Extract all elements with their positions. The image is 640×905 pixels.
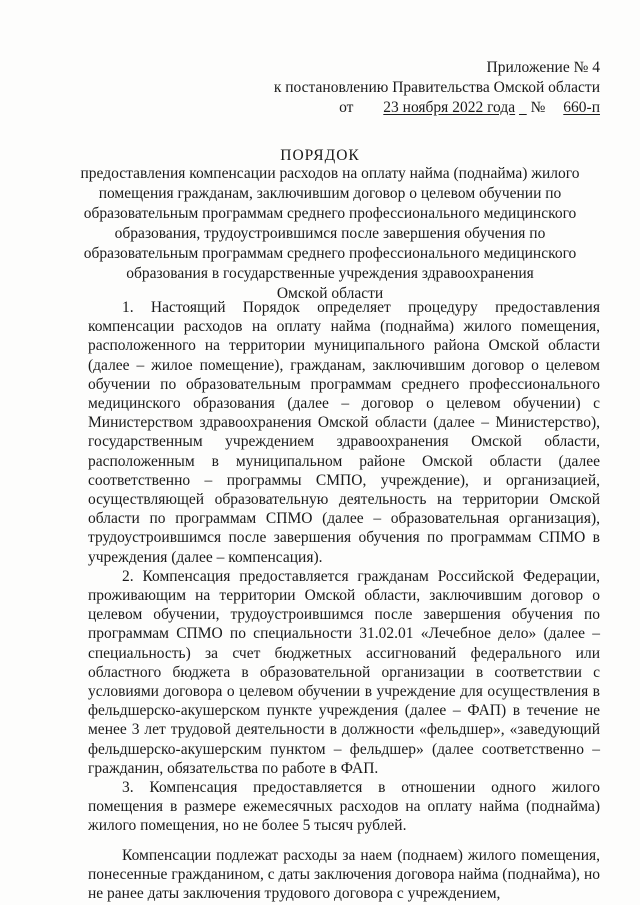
paragraph-3: 3. Компенсация предоставляется в отношении одного жилого помещения в размере ежемесячных расходов на оплату найма (поднайма) жилого помещения, но не более 5 тысяч рублей. [88,779,600,835]
subtitle-line: предоставления компенсации расходов на оплату найма (поднайма) жилого [80,165,580,182]
resolution-number: 660-п [563,99,600,116]
document-subtitle [80,164,580,304]
document-body [88,298,600,903]
appendix-number: Приложение № 4 [486,59,600,76]
document-title: ПОРЯДОК [280,147,360,164]
number-prefix: № [530,99,546,116]
subtitle-line: образовательным программам среднего профессионального медицинского [83,245,577,262]
resolution-reference: к постановлению Правительства Омской области [273,79,600,96]
subtitle-line: образовательным программам среднего профессионального медицинского [83,205,577,222]
subtitle-line: Омской области [276,285,384,302]
appendix-header [240,58,600,118]
resolution-date-line [240,98,600,118]
paragraph-1: 1. Настоящий Порядок определяет процедуру предоставления компенсации расходов на оплату найма (поднайма) жилого помещения, расположенного на территории муниципального района Омской области (далее – жилое помещение), гражданам, заключившим договор о целевом обучении по образовательным программам среднего профессионального медицинского образования (далее – договор о целевом обучении) с Министерством здравоохранения Омской области (далее – Министерство), государственным учреждением здравоохранения Омской области, расположенным в муниципальном районе Омской области (далее соответственно – программы СМПО, учреждение), и организацией, осуществляющей образовательную деятельность на территории Омской области по программам СПМО (далее – образовательная организация), трудоустроившимся после завершения обучения по программам СПМО в учреждения (далее – компенсация). [88,299,600,566]
subtitle-line: помещения гражданам, заключившим договор о целевом обучении по [98,185,562,202]
resolution-date: 23 ноября 2022 года [383,99,516,116]
paragraph-4: Компенсации подлежат расходы за наем (поднаем) жилого помещения, понесенные гражданином, с даты заключения договора найма (поднайма), но не ранее даты заключения трудового договора с учреждением, [88,846,600,903]
subtitle-line: образования в государственные учреждения здравоохранения [126,265,534,282]
date-prefix: от [339,99,354,116]
subtitle-line: образования, трудоустроившимся после завершения обучения по [114,225,546,242]
paragraph-2: 2. Компенсация предоставляется гражданам Российской Федерации, проживающим на территории Омской области, заключившим договор о целевом обучении, трудоустроившимся после завершения обучения по программам СПМО по специальности 31.02.01 «Лечебное дело» (далее – специальность) за счет бюджетных ассигнований федерального или областного бюджета в образовательной организации в соответствии с условиями договора о целевом обучении в учреждение для осуществления в фельдшерско-акушерском пункте учреждения (далее – ФАП) в течение не менее 3 лет трудовой деятельности в должности «фельдшер», «заведующий фельдшерско-акушерским пунктом – фельдшер» (далее соответственно – гражданин, обязательства по работе в ФАП. [88,567,600,777]
